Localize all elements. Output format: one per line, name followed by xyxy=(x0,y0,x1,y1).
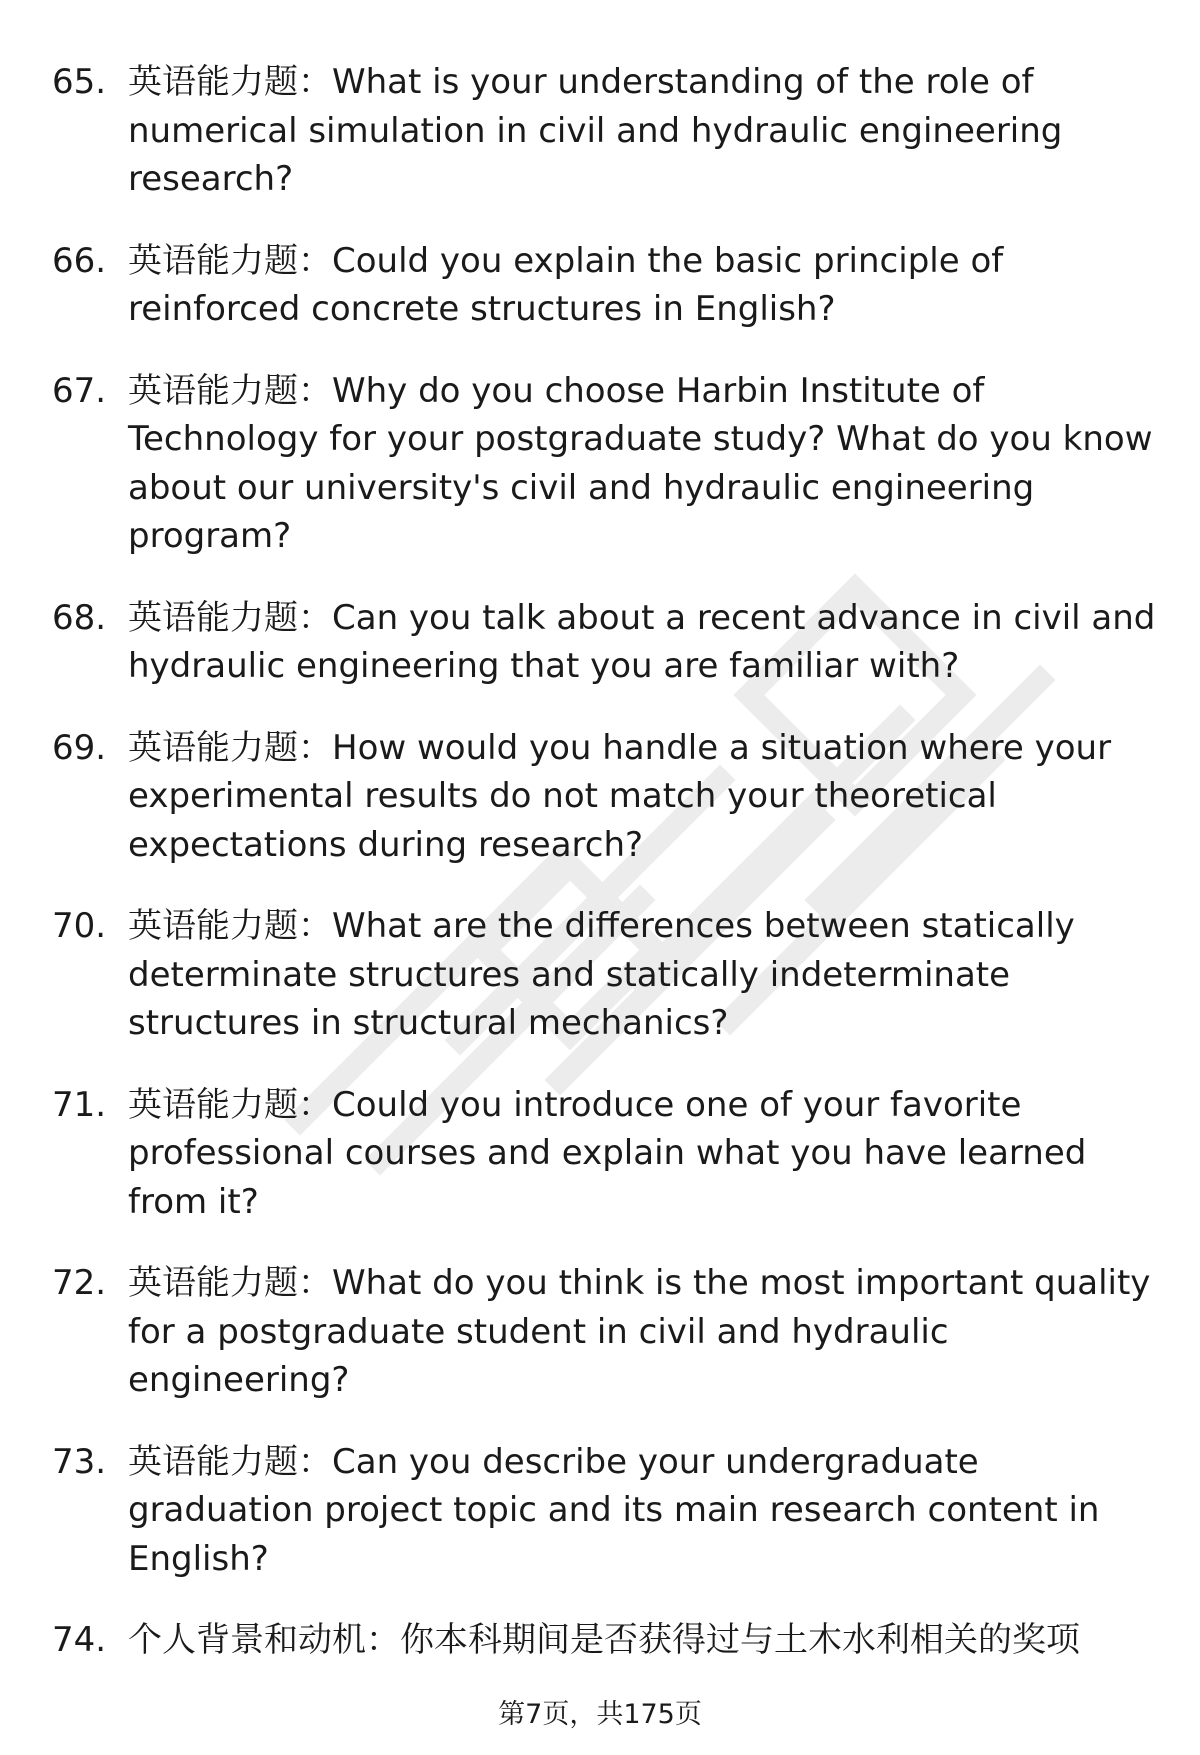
page-number-label: 第7页，共175页 xyxy=(498,1699,702,1730)
question-item xyxy=(0,594,1200,691)
question-text: 个人背景和动机：你本科期间是否获得过与土木水利相关的奖项 xyxy=(128,1620,1080,1660)
question-text: 英语能力题：How would you handle a situation where your experimental results do not match your theoretical expectations during research? xyxy=(128,727,1112,865)
question-number: 74. xyxy=(52,1620,107,1660)
question-text: 英语能力题：Can you talk about a recent advance in civil and hydraulic engineering that you are familiar with? xyxy=(128,597,1156,686)
question-item xyxy=(0,58,1200,204)
question-text: 英语能力题：Could you introduce one of your favorite professional courses and explain what you have learned from it? xyxy=(128,1084,1087,1222)
question-number: 67. xyxy=(52,370,107,411)
question-item xyxy=(0,1438,1200,1584)
question-number: 71. xyxy=(52,1084,107,1125)
question-item xyxy=(0,367,1200,561)
question-number: 65. xyxy=(52,62,107,102)
question-number: 70. xyxy=(52,906,107,946)
question-text: 英语能力题：Why do you choose Harbin Institute of Technology for your postgraduate study? What do you know about our university's civil and hydraulic engineering program? xyxy=(128,370,1153,556)
question-number: 73. xyxy=(52,1441,107,1482)
question-item xyxy=(0,1081,1200,1227)
question-number: 69. xyxy=(52,727,107,768)
question-item xyxy=(0,902,1200,1048)
question-text: 英语能力题：What do you think is the most important quality for a postgraduate student in civil and hydraulic engineering? xyxy=(128,1263,1151,1400)
question-list xyxy=(0,58,1200,1698)
question-text: 英语能力题：What is your understanding of the role of numerical simulation in civil and hydraulic engineering research? xyxy=(128,62,1063,199)
question-number: 72. xyxy=(52,1263,107,1303)
question-text: 英语能力题：Could you explain the basic principle of reinforced concrete structures in English? xyxy=(128,240,1004,329)
question-text: 英语能力题：Can you describe your undergraduate graduation project topic and its main research content in English? xyxy=(128,1441,1100,1579)
question-item xyxy=(0,1616,1200,1665)
question-number: 66. xyxy=(52,240,107,281)
question-number: 68. xyxy=(52,597,107,638)
question-item xyxy=(0,724,1200,870)
question-item xyxy=(0,1259,1200,1405)
question-item xyxy=(0,237,1200,334)
question-text: 英语能力题：What are the differences between statically determinate structures and statically indeterminate structures in structural mechanics? xyxy=(128,906,1075,1043)
page-footer xyxy=(0,1697,1200,1733)
